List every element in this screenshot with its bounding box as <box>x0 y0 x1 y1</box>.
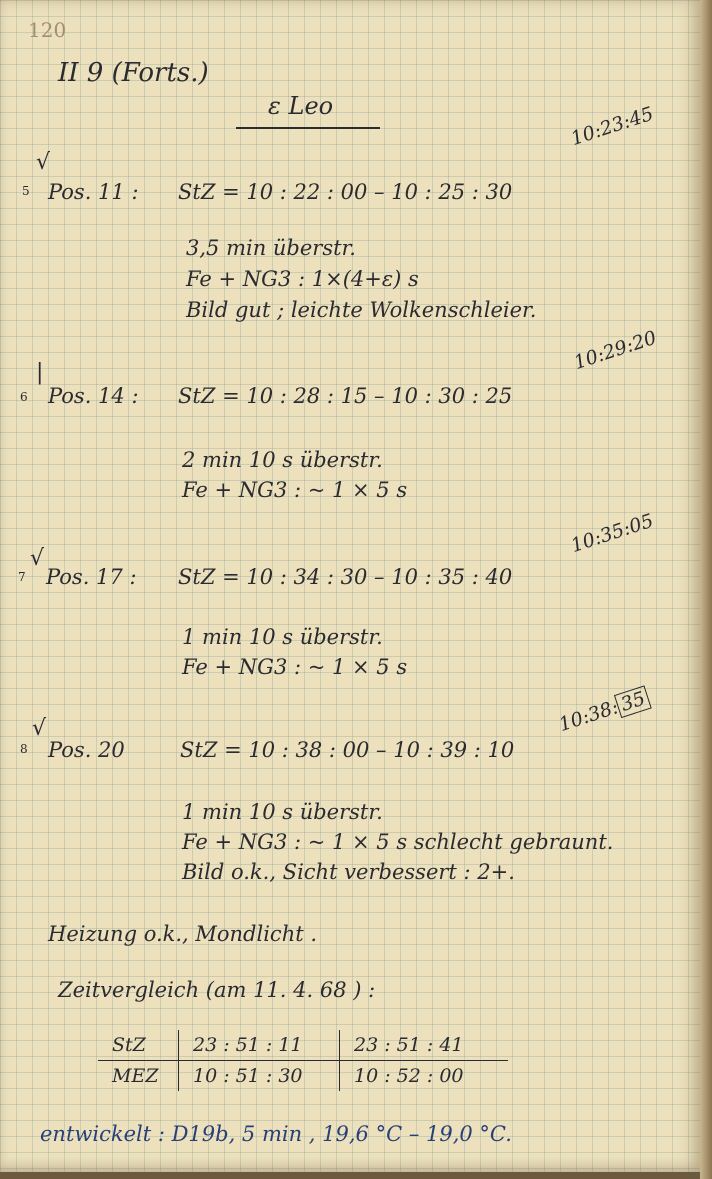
entry-mark: 5 <box>22 184 30 198</box>
entry-time-note: 10:23:45 <box>568 102 657 150</box>
entry-mark: 6 <box>20 390 28 404</box>
entry-stz: StZ = 10 : 28 : 15 – 10 : 30 : 25 <box>178 384 513 408</box>
development-note: entwickelt : D19b, 5 min , 19,6 °C – 19,0 °C. <box>40 1122 512 1146</box>
entry-line: 2 min 10 s überstr. <box>182 448 383 472</box>
entry-line: 1 min 10 s überstr. <box>182 625 383 649</box>
section-heading: II 9 (Forts.) <box>58 58 209 88</box>
page-number: 120 <box>28 18 67 42</box>
entry-stz: StZ = 10 : 34 : 30 – 10 : 35 : 40 <box>178 565 513 589</box>
entry-time-note: 10:29:20 <box>571 326 660 374</box>
check-tick-icon: √ <box>30 546 45 571</box>
entry-stz: StZ = 10 : 38 : 00 – 10 : 39 : 10 <box>180 738 515 762</box>
page-edge <box>700 0 712 1179</box>
row-label: MEZ <box>98 1061 179 1092</box>
entry-position: Pos. 11 : <box>48 180 139 204</box>
entry-mark: 7 <box>18 570 26 584</box>
check-tick-icon: √ <box>32 716 47 741</box>
entry-time-note: 10:35:05 <box>568 509 657 557</box>
table-cell: 10 : 52 : 00 <box>354 1065 464 1087</box>
table-cell: 10 : 51 : 30 <box>179 1061 340 1092</box>
entry-line: Fe + NG3 : 1×(4+ε) s <box>186 267 419 291</box>
table-cell: 23 : 51 : 11 <box>179 1030 340 1061</box>
boxed-seconds: 35 <box>614 685 652 718</box>
check-tick-icon: | <box>36 360 44 385</box>
entry-line: Bild gut ; leichte Wolkenschleier. <box>186 298 537 322</box>
table-cell: 23 : 51 : 41 <box>340 1030 509 1061</box>
heating-note: Heizung o.k., Mondlicht . <box>48 922 318 946</box>
entry-line: 1 min 10 s überstr. <box>182 800 383 824</box>
entry-line: Fe + NG3 : ~ 1 × 5 s <box>182 478 408 502</box>
time-comparison-table <box>98 1030 508 1091</box>
entry-line: Fe + NG3 : ~ 1 × 5 s schlecht gebraunt. <box>182 830 614 854</box>
entry-stz: StZ = 10 : 22 : 00 – 10 : 25 : 30 <box>178 180 513 204</box>
check-tick-icon: √ <box>36 150 51 175</box>
star-title: ε Leo <box>268 92 334 120</box>
entry-line: Fe + NG3 : ~ 1 × 5 s <box>182 655 408 679</box>
table-row <box>98 1030 508 1061</box>
comparison-title: Zeitvergleich (am 11. 4. 68 ) : <box>58 978 376 1002</box>
entry-mark: 8 <box>20 742 28 756</box>
table-row <box>98 1061 508 1092</box>
entry-position: Pos. 14 : <box>48 384 139 408</box>
entry-position: Pos. 17 : <box>46 565 137 589</box>
entry-line: Bild o.k., Sicht verbessert : 2+. <box>182 860 515 884</box>
entry-line: 3,5 min überstr. <box>186 236 356 260</box>
entry-position: Pos. 20 <box>48 738 125 762</box>
entry-time-note: 10:38:35 <box>556 686 652 736</box>
row-label: StZ <box>98 1030 179 1061</box>
title-underline <box>236 127 380 129</box>
